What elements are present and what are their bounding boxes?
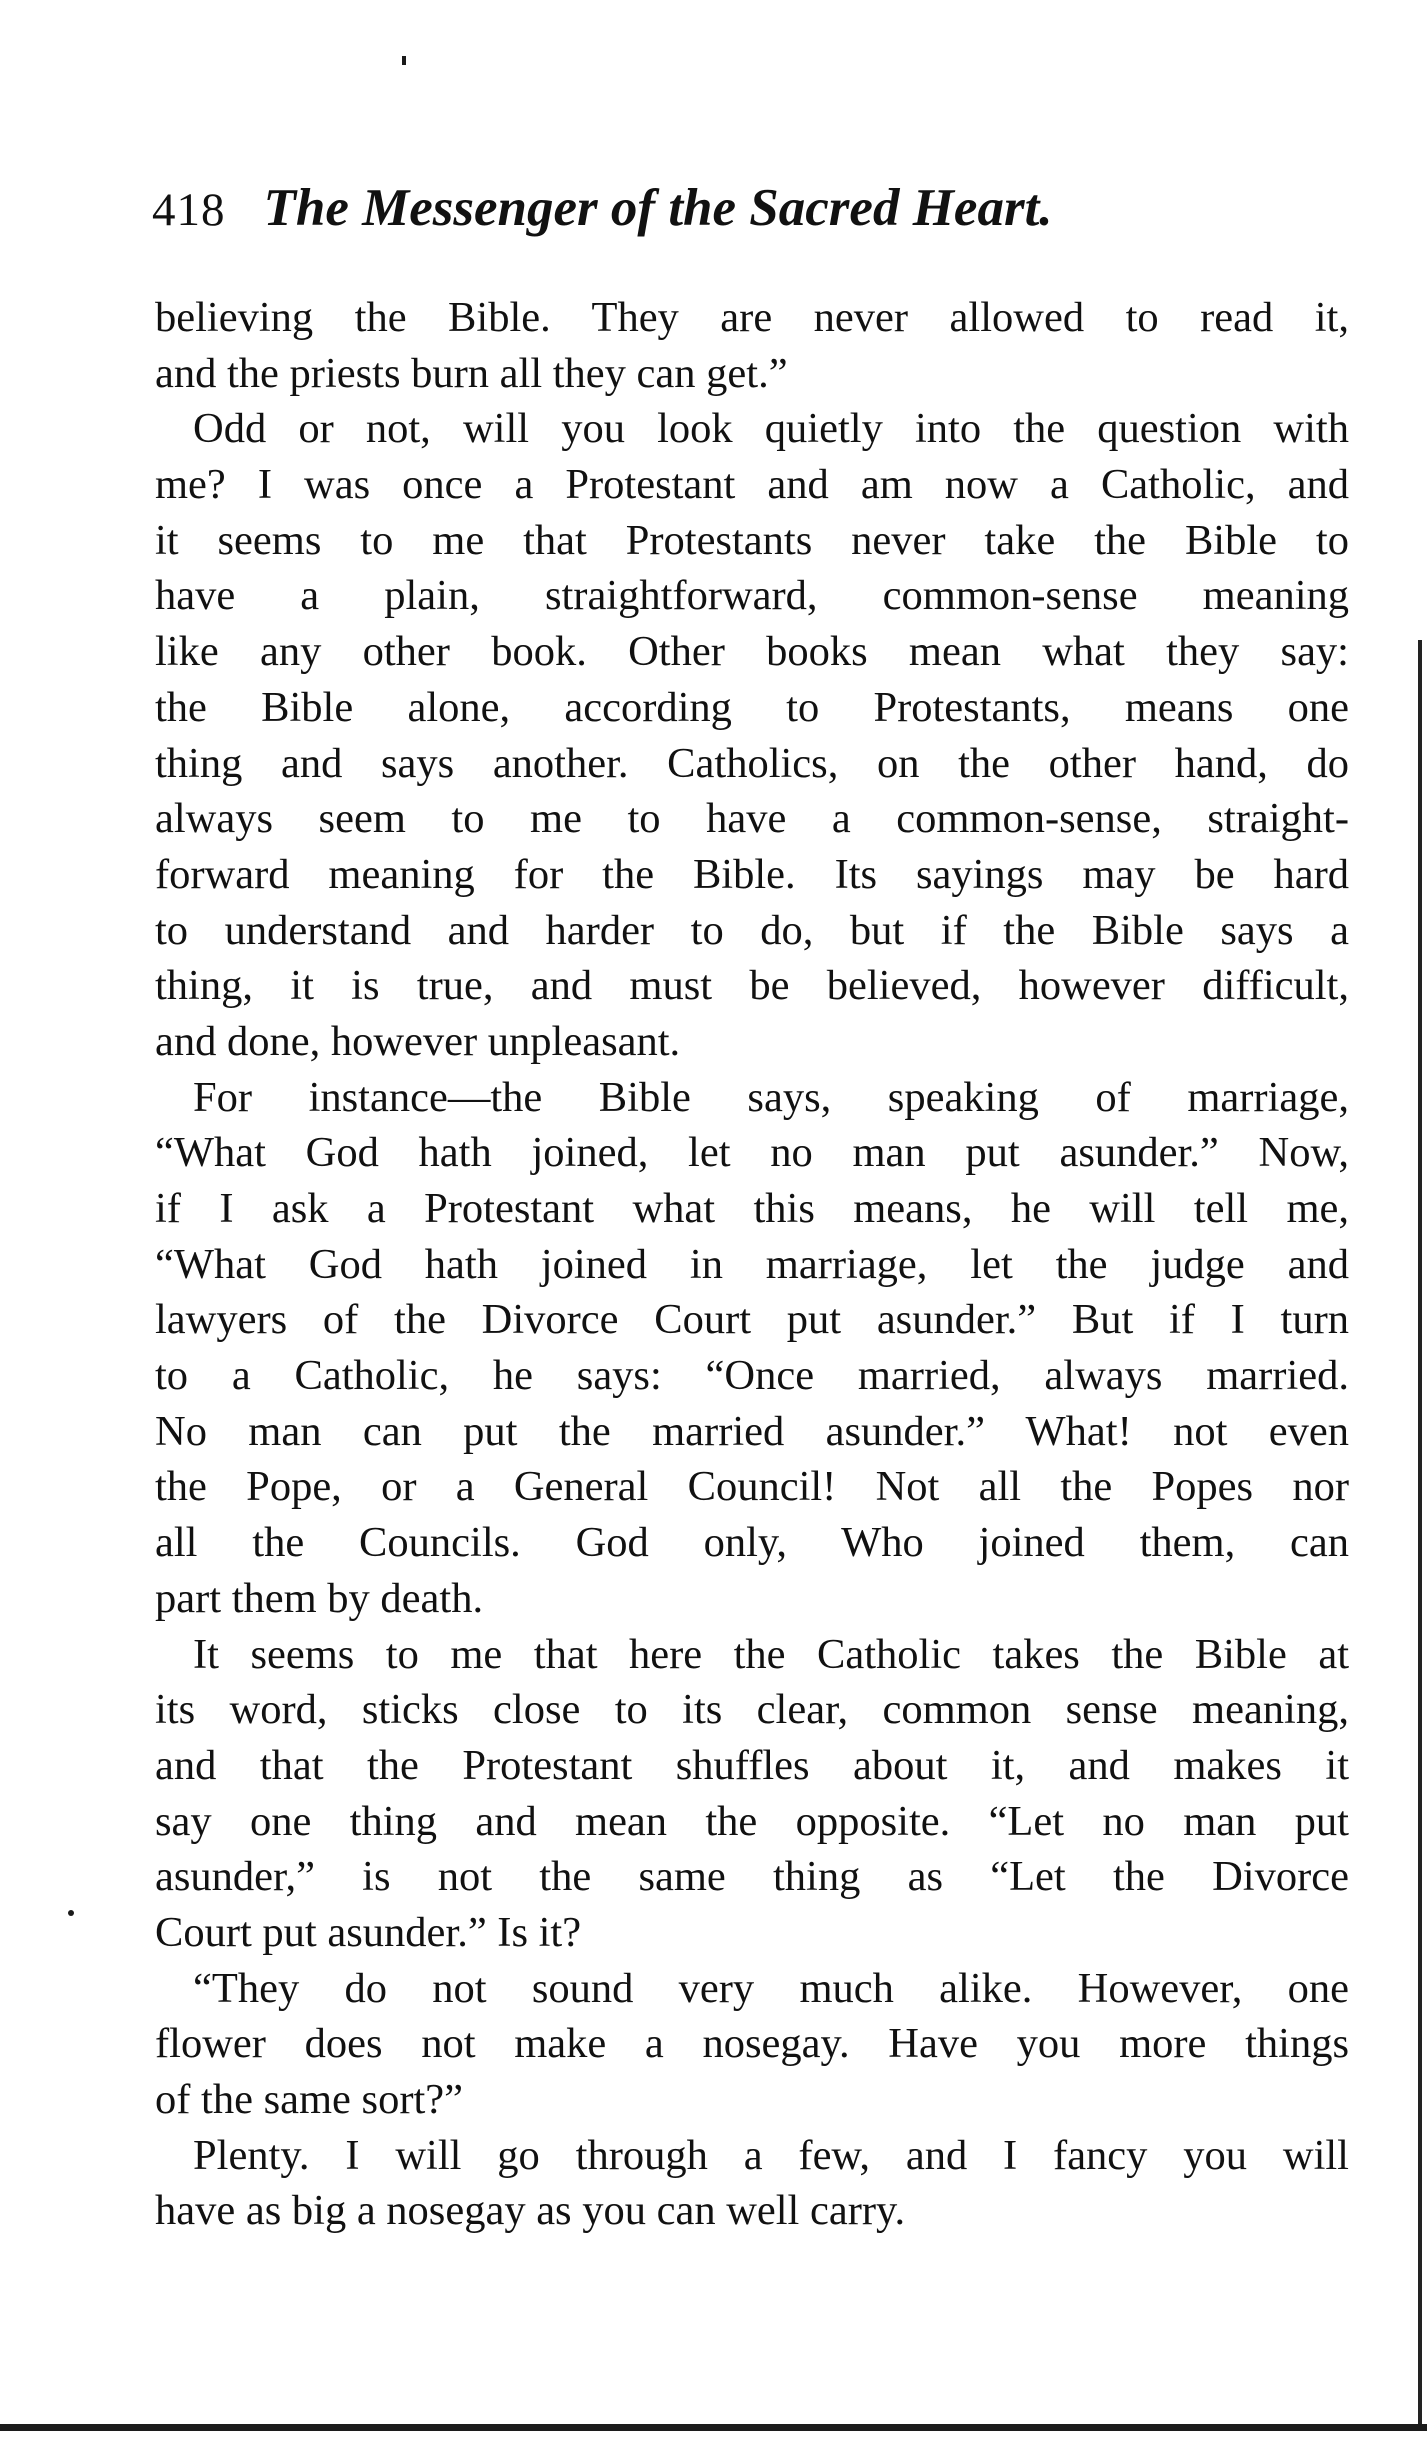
text-line: and the priests burn all they can get.” <box>155 349 788 397</box>
text-line: have as big a nosegay as you can well carry. <box>155 2187 906 2235</box>
text-line: asunder,” is not the same thing as “Let the Divorce <box>155 1853 1349 1901</box>
ink-speck-top <box>402 56 406 65</box>
text-line: lawyers of the Divorce Court put asunder.” But if I turn <box>155 1296 1349 1344</box>
running-head <box>152 178 1352 258</box>
text-line: the Bible alone, according to Protestants, means one <box>155 683 1349 731</box>
page-edge-rule <box>1418 640 1422 2430</box>
body-text <box>155 290 1349 2239</box>
text-line: “They do not sound very much alike. However, one <box>193 1964 1349 2012</box>
text-line: have a plain, straightforward, common-sense meaning <box>155 572 1349 620</box>
text-line: the Pope, or a General Council! Not all the Popes nor <box>155 1463 1349 1511</box>
text-line: flower does not make a nosegay. Have you more things <box>155 2020 1349 2068</box>
running-title: The Messenger of the Sacred Heart. <box>263 179 1053 237</box>
text-line: “What God hath joined, let no man put asunder.” Now, <box>155 1129 1349 1177</box>
text-line: Court put asunder.” Is it? <box>155 1908 582 1956</box>
text-line: to a Catholic, he says: “Once married, always married. <box>155 1352 1349 1400</box>
text-line: forward meaning for the Bible. Its sayings may be hard <box>155 850 1349 898</box>
text-line: always seem to me to have a common-sense, straight- <box>155 795 1349 843</box>
text-line: it seems to me that Protestants never take the Bible to <box>155 516 1349 564</box>
text-line: believing the Bible. They are never allowed to read it, <box>155 294 1349 341</box>
text-line: its word, sticks close to its clear, common sense meaning, <box>155 1686 1349 1734</box>
text-line: like any other book. Other books mean what they say: <box>155 628 1349 676</box>
text-line: It seems to me that here the Catholic takes the Bible at <box>193 1630 1349 1678</box>
text-line: thing, it is true, and must be believed, however difficult, <box>155 962 1349 1010</box>
text-line: and that the Protestant shuffles about it, and makes it <box>155 1741 1349 1789</box>
text-line: “What God hath joined in marriage, let the judge and <box>155 1240 1349 1288</box>
text-line: No man can put the married asunder.” What! not even <box>155 1407 1349 1455</box>
text-line: say one thing and mean the opposite. “Let no man put <box>155 1797 1349 1845</box>
text-line: me? I was once a Protestant and am now a Catholic, and <box>155 461 1349 509</box>
text-line: For instance—the Bible says, speaking of marriage, <box>193 1073 1349 1121</box>
page-number: 418 <box>152 184 226 236</box>
bottom-edge-rule <box>0 2424 1427 2431</box>
text-line: of the same sort?” <box>155 2076 464 2123</box>
text-line: to understand and harder to do, but if the Bible says a <box>155 906 1349 954</box>
text-line: if I ask a Protestant what this means, he will tell me, <box>155 1185 1349 1232</box>
text-line: Plenty. I will go through a few, and I fancy you will <box>193 2131 1349 2179</box>
text-line: all the Councils. God only, Who joined them, can <box>155 1519 1349 1567</box>
ink-speck-margin <box>68 1910 74 1916</box>
text-line: and done, however unpleasant. <box>155 1017 681 1065</box>
text-line: part them by death. <box>155 1574 484 1622</box>
text-line: thing and says another. Catholics, on the other hand, do <box>155 739 1349 787</box>
text-line: Odd or not, will you look quietly into the question with <box>193 405 1349 453</box>
